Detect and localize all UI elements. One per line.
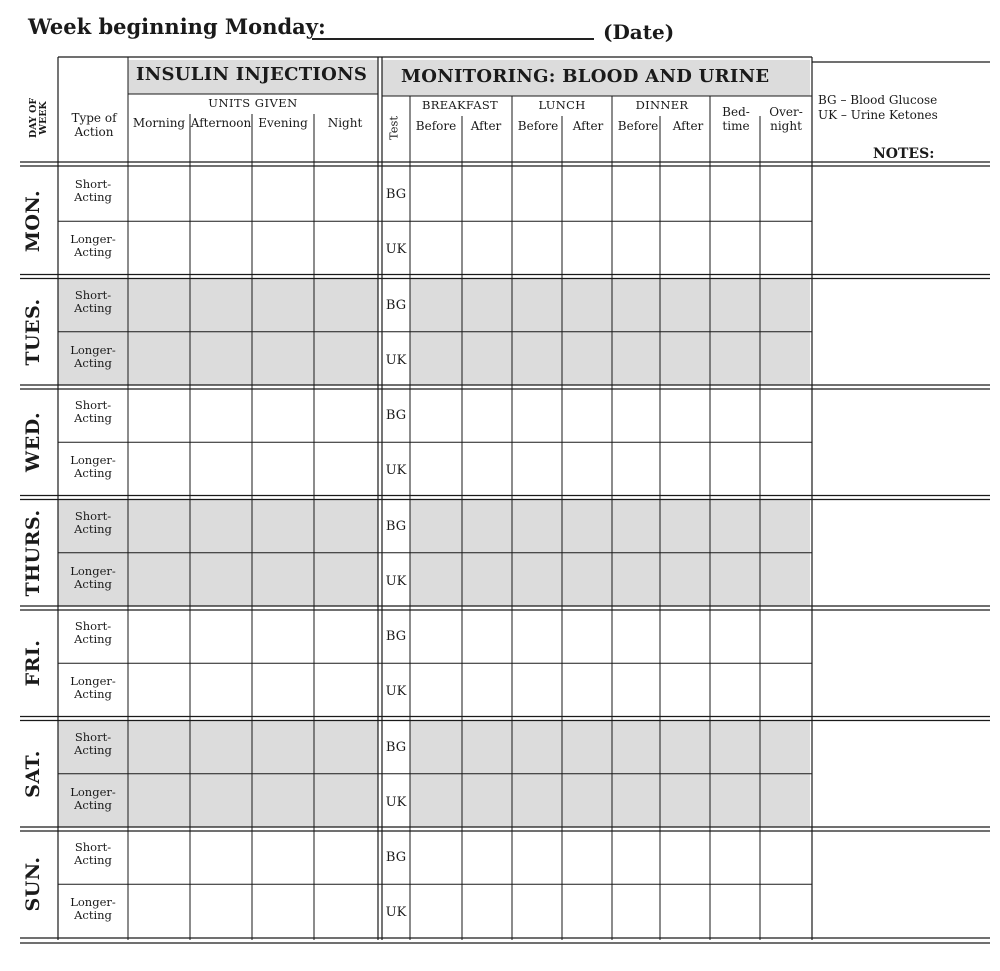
entry-cell[interactable]	[464, 888, 510, 935]
entry-cell[interactable]	[514, 170, 560, 217]
entry-cell[interactable]	[564, 557, 610, 604]
entry-cell[interactable]	[762, 170, 808, 217]
entry-cell[interactable]	[662, 391, 708, 438]
entry-cell[interactable]	[192, 778, 250, 825]
entry-cell[interactable]	[514, 225, 560, 272]
entry-cell[interactable]	[712, 225, 758, 272]
entry-cell[interactable]	[762, 502, 808, 549]
after-breakfast: After	[470, 119, 502, 133]
entry-cell[interactable]	[254, 391, 312, 438]
bg-test-label: BG	[385, 518, 407, 534]
short-acting-label: Short- Acting	[74, 508, 112, 536]
entry-cell[interactable]	[130, 225, 188, 272]
entry-cell[interactable]	[564, 391, 610, 438]
short-acting-label: Short- Acting	[74, 287, 112, 315]
uk-test-label: UK	[385, 573, 407, 589]
entry-cell[interactable]	[254, 336, 312, 383]
entry-cell[interactable]	[564, 723, 610, 770]
entry-cell[interactable]	[192, 667, 250, 714]
entry-cell[interactable]	[192, 723, 250, 770]
entry-cell[interactable]	[464, 833, 510, 880]
entry-cell[interactable]	[514, 557, 560, 604]
entry-cell[interactable]	[662, 446, 708, 493]
entry-cell[interactable]	[130, 667, 188, 714]
uk-test-label: UK	[385, 905, 407, 921]
entry-cell[interactable]	[192, 502, 250, 549]
entry-cell[interactable]	[464, 336, 510, 383]
entry-cell[interactable]	[662, 170, 708, 217]
entry-cell[interactable]	[412, 888, 460, 935]
entry-cell[interactable]	[564, 888, 610, 935]
entry-cell[interactable]	[412, 502, 460, 549]
entry-cell[interactable]	[762, 667, 808, 714]
units-given-label: UNITS GIVEN	[208, 96, 298, 110]
entry-cell[interactable]	[412, 391, 460, 438]
entry-cell[interactable]	[564, 667, 610, 714]
entry-cell[interactable]	[464, 557, 510, 604]
entry-cell[interactable]	[762, 336, 808, 383]
entry-cell[interactable]	[762, 833, 808, 880]
entry-cell[interactable]	[614, 225, 658, 272]
entry-cell[interactable]	[412, 723, 460, 770]
entry-cell[interactable]	[614, 833, 658, 880]
uk-test-label: UK	[385, 684, 407, 700]
entry-cell[interactable]	[762, 225, 808, 272]
day-label-thurs: THURS.	[22, 509, 44, 597]
entry-cell[interactable]	[316, 833, 376, 880]
type-of-action-header: Type of Action	[71, 111, 117, 139]
entry-cell[interactable]	[464, 667, 510, 714]
entry-cell[interactable]	[712, 502, 758, 549]
entry-cell[interactable]	[712, 281, 758, 328]
entry-cell[interactable]	[514, 888, 560, 935]
bg-key: BG – Blood Glucose	[818, 93, 938, 107]
entry-cell[interactable]	[412, 557, 460, 604]
before-breakfast: Before	[415, 119, 457, 133]
entry-cell[interactable]	[712, 336, 758, 383]
longer-acting-label: Longer- Acting	[70, 563, 116, 591]
entry-cell[interactable]	[464, 391, 510, 438]
short-acting-label: Short- Acting	[74, 619, 112, 647]
meal-dinner: DINNER	[635, 98, 689, 112]
entry-cell[interactable]	[712, 446, 758, 493]
insulin-col-evening: Evening	[258, 116, 308, 130]
entry-cell[interactable]	[130, 336, 188, 383]
meal-breakfast: BREAKFAST	[422, 98, 498, 112]
entry-cell[interactable]	[514, 778, 560, 825]
uk-test-label: UK	[385, 794, 407, 810]
entry-cell[interactable]	[614, 723, 658, 770]
entry-cell[interactable]	[564, 336, 610, 383]
day-label-sat: SAT.	[22, 749, 44, 798]
entry-cell[interactable]	[464, 778, 510, 825]
entry-cell[interactable]	[464, 170, 510, 217]
entry-cell[interactable]	[514, 391, 560, 438]
uk-test-label: UK	[385, 352, 407, 368]
entry-cell[interactable]	[564, 502, 610, 549]
monitoring-title: MONITORING: BLOOD AND URINE	[401, 66, 770, 87]
longer-acting-label: Longer- Acting	[70, 453, 116, 481]
entry-cell[interactable]	[614, 612, 658, 659]
insulin-col-afternoon: Afternoon	[190, 116, 252, 130]
entry-cell[interactable]	[254, 281, 312, 328]
entry-cell[interactable]	[712, 888, 758, 935]
entry-cell[interactable]	[254, 446, 312, 493]
entry-cell[interactable]	[192, 336, 250, 383]
after-dinner: After	[672, 119, 704, 133]
entry-cell[interactable]	[130, 557, 188, 604]
entry-cell[interactable]	[412, 833, 460, 880]
entry-cell[interactable]	[564, 446, 610, 493]
day-label-wed: WED.	[22, 412, 44, 473]
entry-cell[interactable]	[130, 833, 188, 880]
entry-cell[interactable]	[192, 225, 250, 272]
entry-cell[interactable]	[662, 225, 708, 272]
longer-acting-label: Longer- Acting	[70, 784, 116, 812]
entry-cell[interactable]	[254, 170, 312, 217]
entry-cell[interactable]	[192, 557, 250, 604]
entry-cell[interactable]	[712, 391, 758, 438]
entry-cell[interactable]	[712, 170, 758, 217]
entry-cell[interactable]	[614, 391, 658, 438]
entry-cell[interactable]	[712, 723, 758, 770]
entry-cell[interactable]	[254, 502, 312, 549]
entry-cell[interactable]	[130, 723, 188, 770]
entry-cell[interactable]	[614, 336, 658, 383]
entry-cell[interactable]	[614, 446, 658, 493]
short-acting-label: Short- Acting	[74, 398, 112, 426]
longer-acting-label: Longer- Acting	[70, 232, 116, 260]
entry-cell[interactable]	[712, 833, 758, 880]
entry-cell[interactable]	[662, 281, 708, 328]
entry-cell[interactable]	[514, 667, 560, 714]
entry-cell[interactable]	[316, 391, 376, 438]
overnight-header: Over- night	[769, 105, 803, 133]
entry-cell[interactable]	[192, 170, 250, 217]
entry-cell[interactable]	[412, 170, 460, 217]
entry-cell[interactable]	[254, 557, 312, 604]
entry-cell[interactable]	[412, 612, 460, 659]
entry-cell[interactable]	[662, 336, 708, 383]
entry-cell[interactable]	[514, 833, 560, 880]
entry-cell[interactable]	[412, 336, 460, 383]
entry-cell[interactable]	[712, 557, 758, 604]
entry-cell[interactable]	[564, 225, 610, 272]
longer-acting-label: Longer- Acting	[70, 674, 116, 702]
entry-cell[interactable]	[614, 281, 658, 328]
after-lunch: After	[572, 119, 604, 133]
entry-cell[interactable]	[564, 612, 610, 659]
entry-cell[interactable]	[514, 281, 560, 328]
entry-cell[interactable]	[662, 778, 708, 825]
entry-cell[interactable]	[762, 612, 808, 659]
entry-cell[interactable]	[514, 612, 560, 659]
entry-cell[interactable]	[564, 281, 610, 328]
entry-cell[interactable]	[254, 888, 312, 935]
entry-cell[interactable]	[130, 446, 188, 493]
bg-test-label: BG	[385, 739, 407, 755]
entry-cell[interactable]	[662, 502, 708, 549]
entry-cell[interactable]	[514, 502, 560, 549]
entry-cell[interactable]	[316, 446, 376, 493]
entry-cell[interactable]	[192, 391, 250, 438]
entry-cell[interactable]	[712, 612, 758, 659]
entry-cell[interactable]	[316, 502, 376, 549]
entry-cell[interactable]	[464, 502, 510, 549]
entry-cell[interactable]	[316, 612, 376, 659]
insulin-injections-title: INSULIN INJECTIONS	[136, 64, 368, 85]
entry-cell[interactable]	[192, 833, 250, 880]
entry-cell[interactable]	[614, 888, 658, 935]
entry-cell[interactable]	[192, 281, 250, 328]
uk-test-label: UK	[385, 242, 407, 258]
entry-cell[interactable]	[762, 778, 808, 825]
bg-test-label: BG	[385, 408, 407, 423]
entry-cell[interactable]	[130, 612, 188, 659]
short-acting-label: Short- Acting	[74, 729, 112, 757]
entry-cell[interactable]	[614, 502, 658, 549]
entry-cell[interactable]	[762, 446, 808, 493]
short-acting-label: Short- Acting	[74, 840, 112, 868]
title-line: Week beginning Monday:	[28, 14, 326, 39]
entry-cell[interactable]	[564, 170, 610, 217]
before-dinner: Before	[617, 119, 659, 133]
day-label-tues: TUES.	[22, 298, 44, 366]
short-acting-label: Short- Acting	[74, 177, 112, 205]
bedtime-header: Bed- time	[722, 105, 750, 133]
entry-cell[interactable]	[130, 391, 188, 438]
entry-cell[interactable]	[192, 612, 250, 659]
entry-cell[interactable]	[130, 888, 188, 935]
insulin-col-morning: Morning	[132, 116, 186, 130]
entry-cell[interactable]	[254, 612, 312, 659]
entry-cell[interactable]	[412, 281, 460, 328]
entry-cell[interactable]	[316, 170, 376, 217]
entry-cell[interactable]	[316, 723, 376, 770]
day-label-sun: SUN.	[22, 856, 44, 912]
entry-cell[interactable]	[316, 225, 376, 272]
day-label-fri: FRI.	[22, 639, 44, 687]
notes-cell[interactable]	[816, 393, 986, 492]
entry-cell[interactable]	[316, 336, 376, 383]
before-lunch: Before	[517, 119, 559, 133]
insulin-col-night: Night	[327, 116, 363, 130]
notes-cell[interactable]	[816, 614, 986, 713]
entry-cell[interactable]	[564, 778, 610, 825]
entry-cell[interactable]	[614, 170, 658, 217]
entry-cell[interactable]	[614, 557, 658, 604]
entry-cell[interactable]	[614, 667, 658, 714]
day-of-week-header: DAY OF WEEK	[28, 97, 49, 139]
uk-key: UK – Urine Ketones	[818, 108, 938, 122]
notes-cell[interactable]	[816, 283, 986, 382]
entry-cell[interactable]	[662, 723, 708, 770]
entry-cell[interactable]	[464, 446, 510, 493]
longer-acting-label: Longer- Acting	[70, 895, 116, 923]
notes-cell[interactable]	[816, 172, 986, 271]
entry-cell[interactable]	[254, 778, 312, 825]
entry-cell[interactable]	[254, 667, 312, 714]
entry-cell[interactable]	[614, 778, 658, 825]
entry-cell[interactable]	[254, 225, 312, 272]
entry-cell[interactable]	[412, 667, 460, 714]
entry-cell[interactable]	[662, 667, 708, 714]
entry-cell[interactable]	[254, 723, 312, 770]
entry-cell[interactable]	[464, 612, 510, 659]
entry-cell[interactable]	[762, 557, 808, 604]
bg-test-label: BG	[385, 297, 407, 313]
day-label-mon: MON.	[22, 190, 44, 253]
entry-cell[interactable]	[662, 557, 708, 604]
entry-cell[interactable]	[412, 225, 460, 272]
date-label: (Date)	[603, 20, 675, 44]
entry-cell[interactable]	[192, 446, 250, 493]
entry-cell[interactable]	[254, 833, 312, 880]
entry-cell[interactable]	[464, 723, 510, 770]
notes-cell[interactable]	[816, 835, 986, 934]
notes-title: NOTES:	[873, 146, 935, 162]
entry-cell[interactable]	[514, 723, 560, 770]
entry-cell[interactable]	[316, 281, 376, 328]
entry-cell[interactable]	[662, 612, 708, 659]
entry-cell[interactable]	[514, 446, 560, 493]
entry-cell[interactable]	[130, 778, 188, 825]
entry-cell[interactable]	[464, 281, 510, 328]
entry-cell[interactable]	[762, 888, 808, 935]
entry-cell[interactable]	[514, 336, 560, 383]
entry-cell[interactable]	[130, 281, 188, 328]
entry-cell[interactable]	[712, 778, 758, 825]
entry-cell[interactable]	[130, 170, 188, 217]
bg-test-label: BG	[385, 850, 407, 865]
uk-test-label: UK	[385, 463, 407, 479]
test-header: Test	[386, 115, 401, 141]
notes-cell[interactable]	[816, 504, 986, 603]
entry-cell[interactable]	[662, 833, 708, 880]
bg-test-label: BG	[385, 187, 407, 202]
entry-cell[interactable]	[130, 502, 188, 549]
entry-cell[interactable]	[464, 225, 510, 272]
entry-cell[interactable]	[316, 557, 376, 604]
entry-cell[interactable]	[316, 667, 376, 714]
longer-acting-label: Longer- Acting	[70, 342, 116, 370]
entry-cell[interactable]	[762, 281, 808, 328]
entry-cell[interactable]	[564, 833, 610, 880]
bg-test-label: BG	[385, 629, 407, 644]
entry-cell[interactable]	[762, 391, 808, 438]
meal-lunch: LUNCH	[538, 98, 586, 112]
entry-cell[interactable]	[316, 778, 376, 825]
notes-cell[interactable]	[816, 725, 986, 824]
entry-cell[interactable]	[662, 888, 708, 935]
entry-cell[interactable]	[412, 778, 460, 825]
entry-cell[interactable]	[762, 723, 808, 770]
entry-cell[interactable]	[192, 888, 250, 935]
entry-cell[interactable]	[412, 446, 460, 493]
entry-cell[interactable]	[712, 667, 758, 714]
entry-cell[interactable]	[316, 888, 376, 935]
